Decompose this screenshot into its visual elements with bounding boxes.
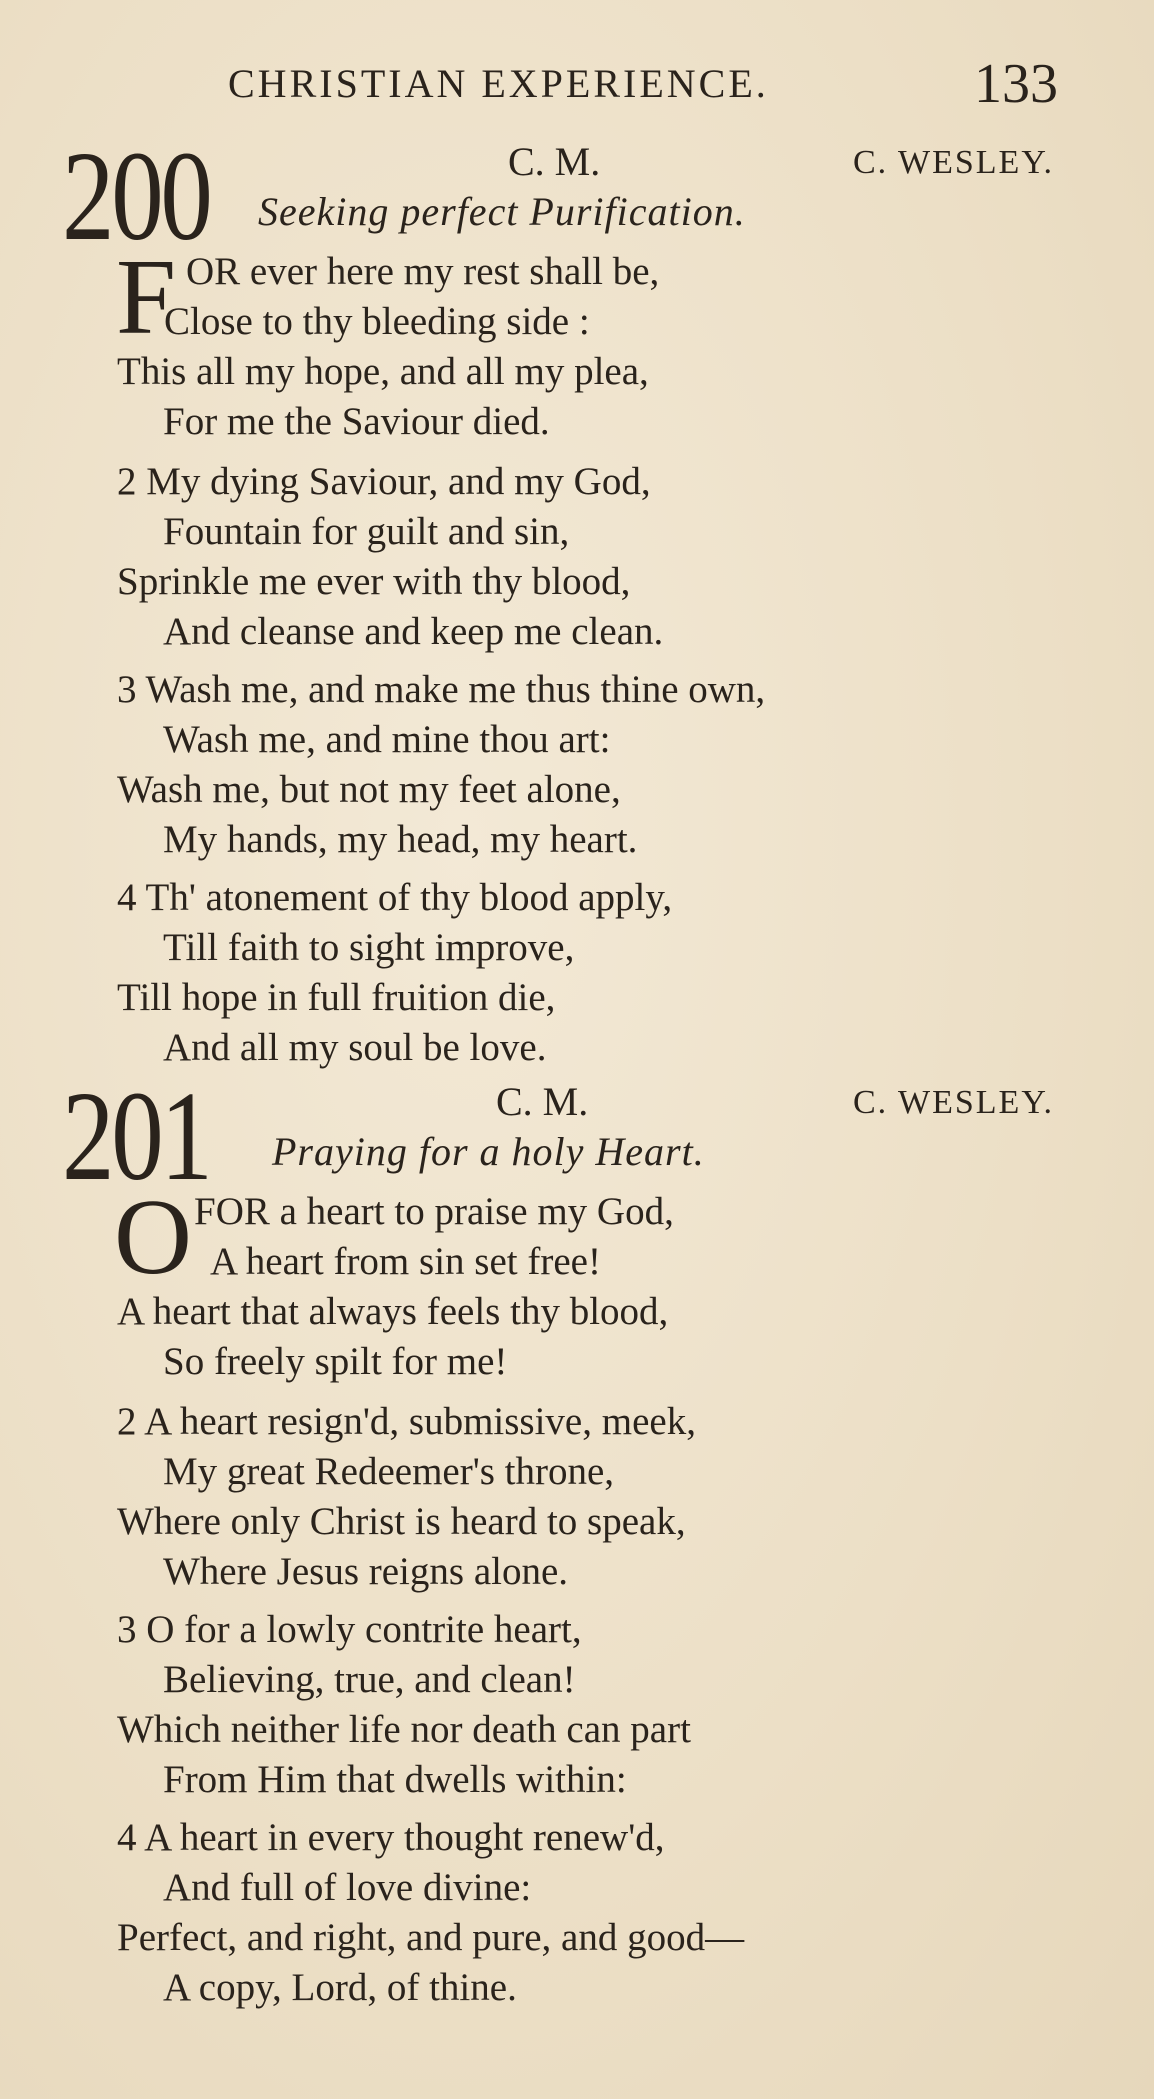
verse-line: 2 A heart resign'd, submissive, meek, (117, 1400, 696, 1443)
hymn-subtitle: Seeking perfect Purification. (258, 189, 746, 234)
verse-line: A heart that always feels thy blood, (117, 1290, 669, 1333)
verse-line: 2 My dying Saviour, and my God, (117, 460, 651, 503)
verse-line: 3 Wash me, and make me thus thine own, (117, 668, 766, 711)
verse-line: And all my soul be love. (163, 1026, 547, 1069)
verse-line: 4 A heart in every thought renew'd, (117, 1816, 665, 1859)
verse-line: And cleanse and keep me clean. (163, 610, 664, 653)
verse-line: Which neither life nor death can part (117, 1708, 691, 1751)
verse-line: 4 Th' atonement of thy blood apply, (117, 876, 673, 919)
hymn-number: 200 (62, 125, 210, 267)
verse-line: Till hope in full fruition die, (117, 976, 556, 1019)
verse-line: From Him that dwells within: (163, 1758, 627, 1801)
drop-cap: F (116, 238, 177, 357)
verse-line: Sprinkle me ever with thy blood, (117, 560, 631, 603)
verse-line: Close to thy bleeding side : (164, 300, 590, 343)
drop-cap: O (114, 1178, 192, 1297)
page-number: 133 (974, 53, 1058, 115)
verse-line: Wash me, but not my feet alone, (117, 768, 621, 811)
hymn-meter: C. M. (496, 1079, 589, 1124)
verse-line: Fountain for guilt and sin, (163, 510, 570, 553)
verse-line: Where Jesus reigns alone. (163, 1550, 569, 1593)
hymn-number: 201 (62, 1065, 210, 1207)
verse-line: So freely spilt for me! (163, 1340, 508, 1383)
running-title: CHRISTIAN EXPERIENCE. (228, 61, 769, 106)
running-head (228, 52, 1058, 115)
hymn-author: C. WESLEY. (852, 144, 1054, 181)
verse-line: Perfect, and right, and pure, and good— (117, 1916, 745, 1959)
verse-line: My great Redeemer's throne, (163, 1450, 615, 1493)
verse-line: Where only Christ is heard to speak, (117, 1500, 686, 1543)
verse-line: Till faith to sight improve, (163, 926, 575, 969)
verse-line: For me the Saviour died. (163, 400, 550, 443)
verse-line: FOR a heart to praise my God, (194, 1190, 674, 1233)
verse-line: This all my hope, and all my plea, (117, 350, 649, 393)
hymn-meter: C. M. (508, 139, 601, 184)
verse-line: A heart from sin set free! (210, 1240, 601, 1283)
verse-line: A copy, Lord, of thine. (163, 1966, 517, 2009)
verse-line: OR ever here my rest shall be, (186, 250, 660, 293)
hymn-author: C. WESLEY. (852, 1084, 1054, 1121)
hymn-subtitle: Praying for a holy Heart. (272, 1129, 705, 1174)
verse-line: My hands, my head, my heart. (163, 818, 638, 861)
verse-line: Wash me, and mine thou art: (163, 718, 611, 761)
verse-line: Believing, true, and clean! (163, 1658, 576, 1701)
verse-line: And full of love divine: (163, 1866, 532, 1909)
verse-line: 3 O for a lowly contrite heart, (117, 1608, 582, 1651)
